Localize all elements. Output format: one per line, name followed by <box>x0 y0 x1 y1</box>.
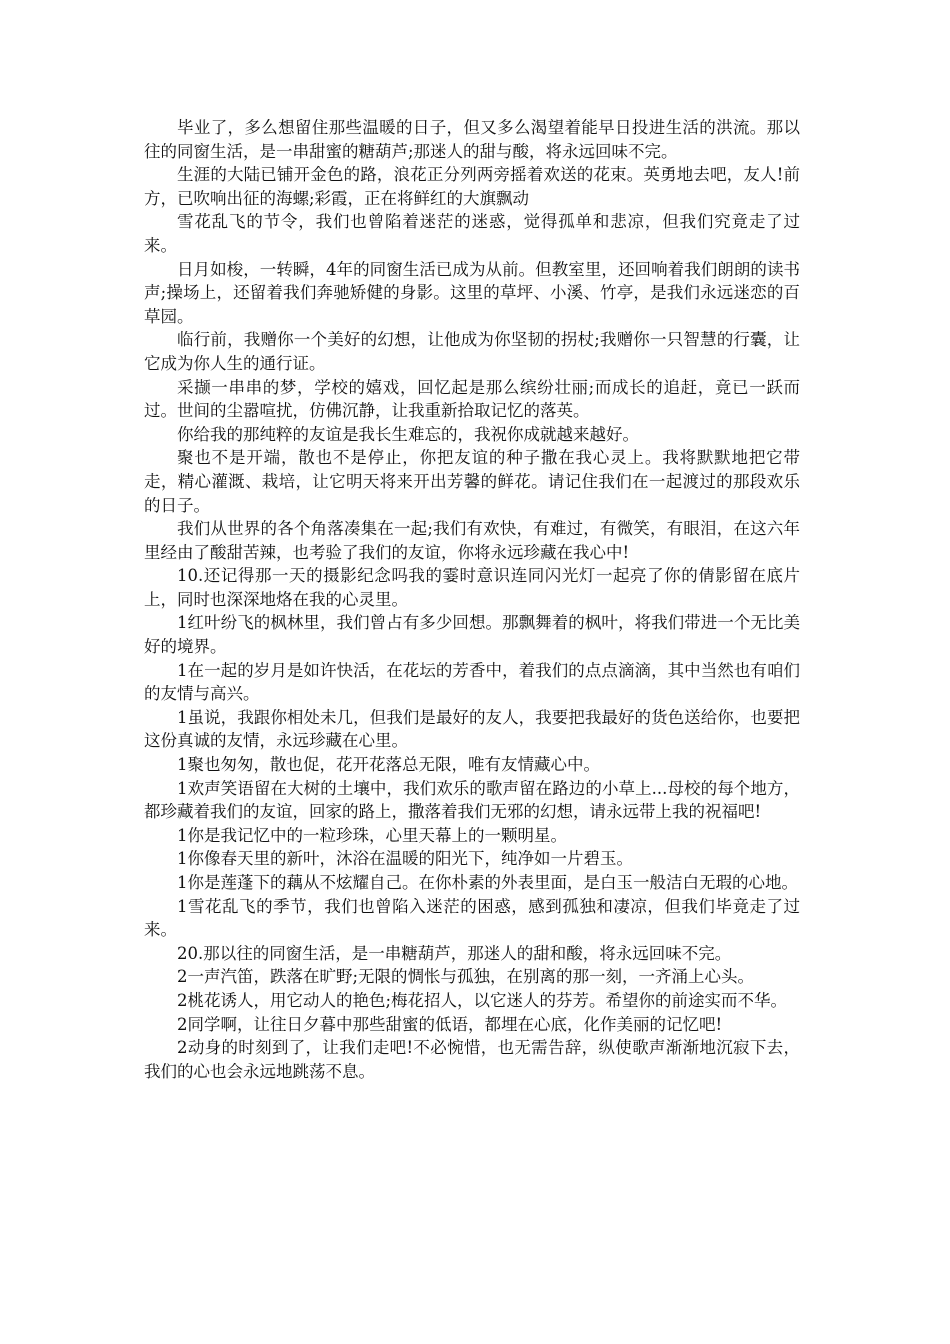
paragraph: 聚也不是开端，散也不是停止，你把友谊的种子撒在我心灵上。我将默默地把它带走，精心灌溉、栽培，让它明天将来开出芳馨的鲜花。请记住我们在一起渡过的那段欢乐的日子。 <box>144 448 800 515</box>
paragraph: 你给我的那纯粹的友谊是我长生难忘的，我祝你成就越来越好。 <box>177 424 639 444</box>
paragraph: 日月如梭，一转瞬，4年的同窗生活已成为从前。但教室里，还回响着我们朗朗的读书声;操场上，还留着我们奔驰矫健的身影。这里的草坪、小溪、竹亭，是我们永远迷恋的百草园。 <box>144 259 800 326</box>
paragraph: 20.那以往的同窗生活，是一串糖葫芦，那迷人的甜和酸，将永远回味不完。 <box>177 943 732 963</box>
paragraph: 2一声汽笛，跌落在旷野;无限的惆怅与孤独，在别离的那一刻，一齐涌上心头。 <box>177 967 755 987</box>
paragraph: 毕业了，多么想留住那些温暖的日子，但又多么渴望着能早日投进生活的洪流。那以往的同窗生活，是一串甜蜜的糖葫芦;那迷人的甜与酸，将永远回味不完。 <box>144 118 800 161</box>
paragraph: 1你是莲蓬下的藕从不炫耀自己。在你朴素的外表里面，是白玉一般洁白无瑕的心地。 <box>177 873 798 892</box>
paragraph: 1虽说，我跟你相处未几，但我们是最好的友人，我要把我最好的货色送给你，也要把这份真诚的友情，永远珍藏在心里。 <box>144 707 800 751</box>
paragraph: 1你像春天里的新叶，沐浴在温暖的阳光下，纯净如一片碧玉。 <box>177 849 633 869</box>
paragraph: 10.还记得那一天的摄影纪念吗我的霎时意识连同闪光灯一起亮了你的倩影留在底片上，同时也深深地烙在我的心灵里。 <box>144 566 800 609</box>
paragraph: 1在一起的岁月是如许快活，在花坛的芳香中，着我们的点点滴滴，其中当然也有咱们的友情与高兴。 <box>144 660 800 704</box>
paragraph: 1你是我记忆中的一粒珍珠，心里天幕上的一颗明星。 <box>177 825 567 845</box>
paragraph: 我们从世界的各个角落凑集在一起;我们有欢快，有难过，有微笑，有眼泪，在这六年里经由了酸甜苦辣，也考验了我们的友谊，你将永远珍藏在我心中! <box>144 519 800 562</box>
document-body <box>144 116 800 1083</box>
paragraph: 1红叶纷飞的枫林里，我们曾占有多少回想。那飘舞着的枫叶，将我们带进一个无比美好的境界。 <box>144 613 800 657</box>
paragraph: 1欢声笑语留在大树的土壤中，我们欢乐的歌声留在路边的小草上...母校的每个地方，都珍藏着我们的友谊，回家的路上，撒落着我们无邪的幻想，请永远带上我的祝福吧! <box>144 778 800 822</box>
paragraph: 雪花乱飞的节令，我们也曾陷着迷茫的迷惑，觉得孤单和悲凉，但我们究竟走了过来。 <box>144 212 800 255</box>
paragraph: 2同学啊，让往日夕暮中那些甜蜜的低语，都埋在心底，化作美丽的记忆吧! <box>177 1014 723 1034</box>
paragraph: 1雪花乱飞的季节，我们也曾陷入迷茫的困惑，感到孤独和凄凉，但我们毕竟走了过来。 <box>144 896 800 940</box>
paragraph: 生涯的大陆已铺开金色的路，浪花正分列两旁摇着欢送的花束。英勇地去吧，友人!前方，已吹响出征的海螺;彩霞，正在将鲜红的大旗飘动 <box>144 165 800 208</box>
paragraph: 2动身的时刻到了，让我们走吧!不必惋惜，也无需告辞，纵使歌声渐渐地沉寂下去，我们的心也会永远地跳荡不息。 <box>144 1038 800 1081</box>
paragraph: 1聚也匆匆，散也促，花开花落总无限，唯有友情藏心中。 <box>177 755 600 775</box>
paragraph: 临行前，我赠你一个美好的幻想，让他成为你坚韧的拐杖;我赠你一只智慧的行囊，让它成为你人生的通行证。 <box>144 330 800 373</box>
paragraph: 2桃花诱人，用它动人的艳色;梅花招人，以它迷人的芬芳。希望你的前途实而不华。 <box>177 990 788 1010</box>
paragraph: 采撷一串串的梦，学校的嬉戏，回忆起是那么缤纷壮丽;而成长的追赶，竟已一跃而过。世间的尘嚣喧扰，仿佛沉静，让我重新拾取记忆的落英。 <box>144 377 800 421</box>
